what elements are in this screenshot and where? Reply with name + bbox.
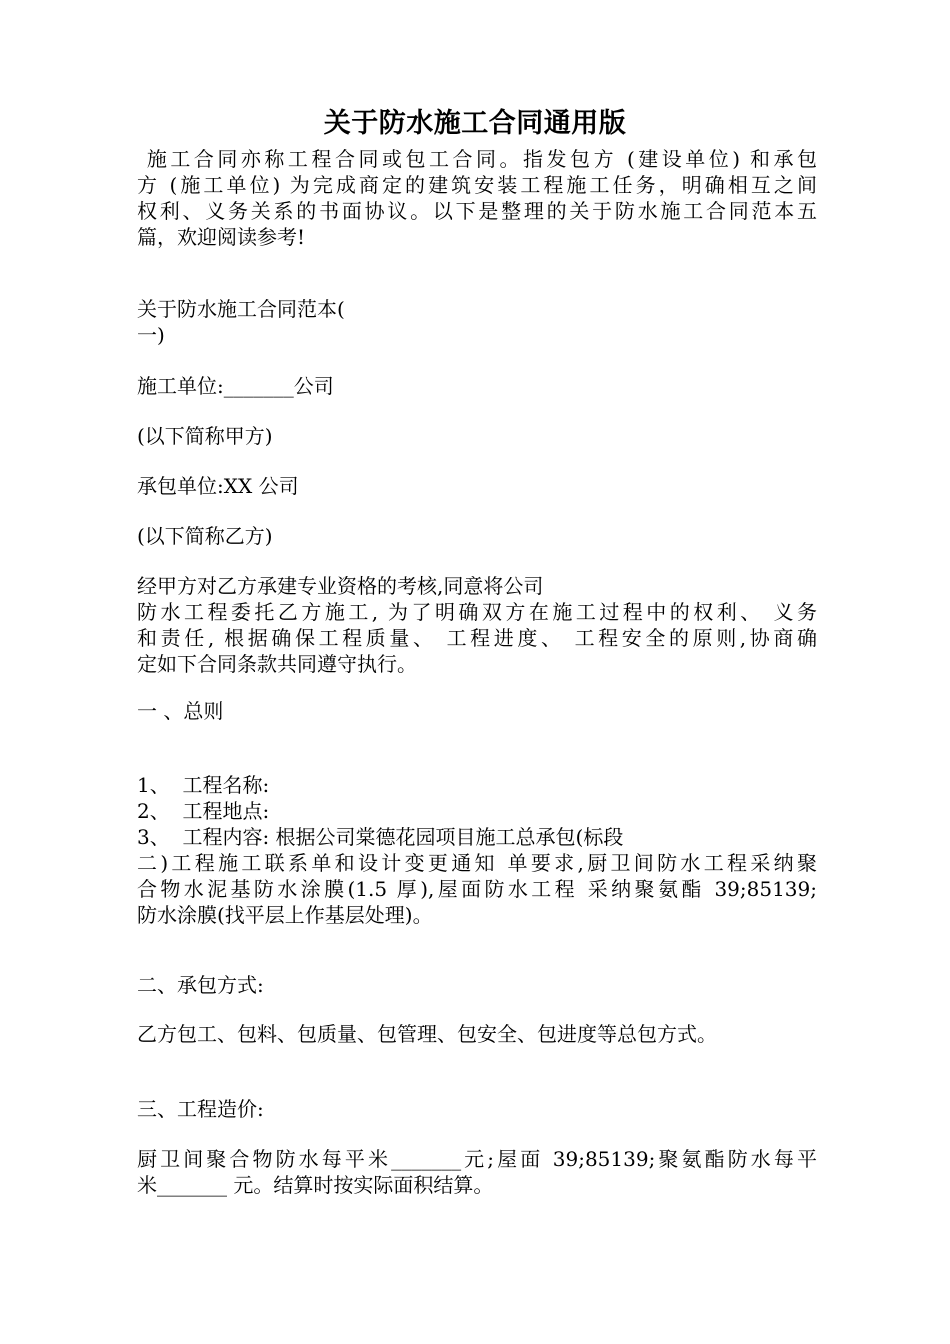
- cost-line-1: 厨卫间聚合物防水每平米_______元;屋面 39;85139;聚氨酯防水每平: [137, 1147, 817, 1171]
- section-general-heading: 一 、总则: [137, 699, 224, 723]
- agreement-line-4: 定如下合同条款共同遵守执行。: [137, 652, 417, 676]
- sample-heading-line-1: 关于防水施工合同范本(: [137, 297, 345, 321]
- project-content-line-3: 合物水泥基防水涂膜(1.5 厚),屋面防水工程 采纳聚氨酯 39;85139;: [137, 877, 817, 901]
- agreement-line-3: 和责任, 根据确保工程质量、 工程进度、 工程安全的原则,协商确: [137, 626, 817, 650]
- party-a-note: (以下简称甲方): [137, 424, 273, 448]
- agreement-line-2: 防水工程委托乙方施工, 为了明确双方在施工过程中的权利、 义务: [137, 600, 817, 624]
- project-content-line-2: 二)工程施工联系单和设计变更通知 单要求,厨卫间防水工程采纳聚: [137, 851, 817, 875]
- intro-line-1: 施工合同亦称工程合同或包工合同。指发包方 (建设单位) 和承包: [137, 147, 817, 171]
- item-project-content: 3、 工程内容: 根据公司棠德花园项目施工总承包(标段: [137, 825, 624, 849]
- sample-heading-line-2: 一): [137, 323, 165, 347]
- item-project-name: 1、 工程名称:: [137, 773, 270, 797]
- intro-line-2: 方 (施工单位) 为完成商定的建筑安装工程施工任务，明确相互之间: [137, 173, 817, 197]
- document-title: 关于防水施工合同通用版: [323, 108, 627, 139]
- contractor-unit: 承包单位:XX 公司: [137, 474, 299, 498]
- section-cost-heading: 三、工程造价:: [137, 1097, 264, 1121]
- intro-line-4: 篇，欢迎阅读参考!: [137, 225, 306, 249]
- construction-unit: 施工单位:_______公司: [137, 374, 334, 398]
- intro-line-3: 权利、义务关系的书面协议。以下是整理的关于防水施工合同范本五: [137, 199, 817, 223]
- contract-mode-text: 乙方包工、包料、包质量、包管理、包安全、包进度等总包方式。: [137, 1022, 717, 1046]
- cost-line-2: 米_______ 元。结算时按实际面积结算。: [137, 1173, 494, 1197]
- section-contract-mode-heading: 二、承包方式:: [137, 973, 264, 997]
- party-b-note: (以下简称乙方): [137, 524, 273, 548]
- agreement-line-1: 经甲方对乙方承建专业资格的考核,同意将公司: [137, 574, 544, 598]
- item-project-location: 2、 工程地点:: [137, 799, 270, 823]
- project-content-line-4: 防水涂膜(找平层上作基层处理)。: [137, 903, 433, 927]
